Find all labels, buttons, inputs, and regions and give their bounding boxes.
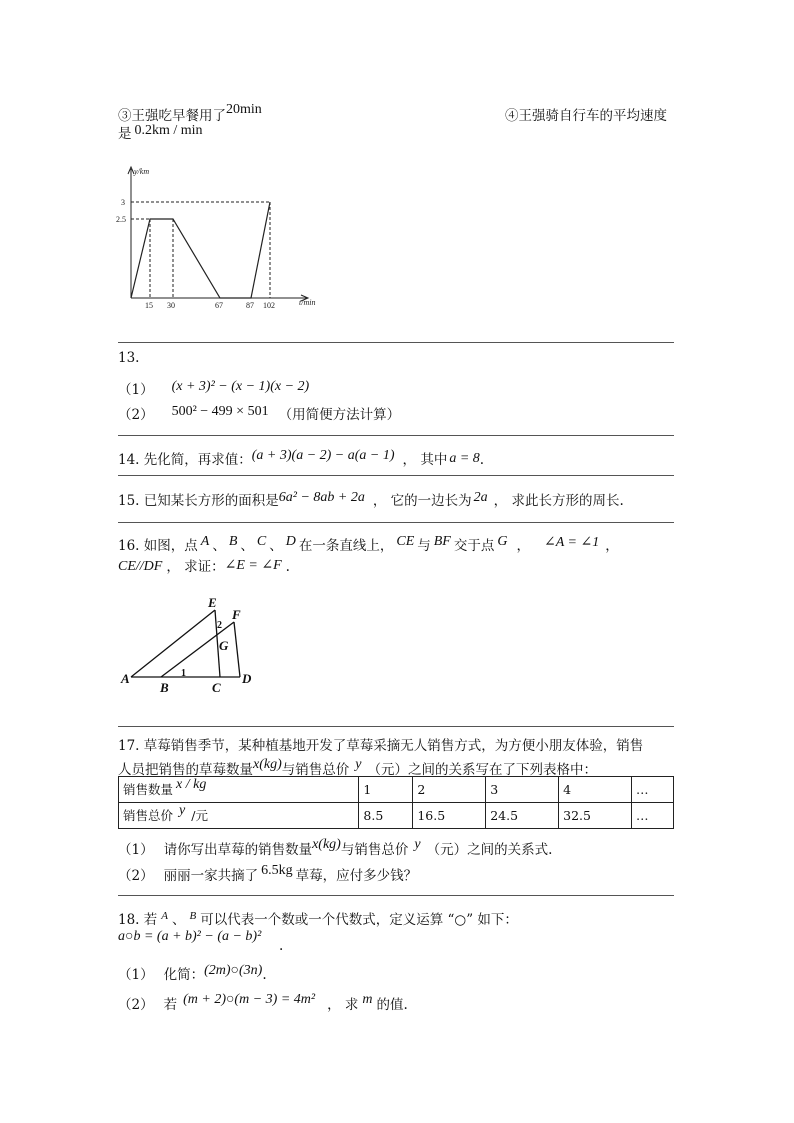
graph-path xyxy=(131,202,270,298)
ytick-3: 3 xyxy=(121,198,125,207)
table-cell: 16.5 xyxy=(413,803,486,829)
label-e: E xyxy=(208,595,217,610)
table-cell: … xyxy=(632,803,674,829)
q18-definition-end: . xyxy=(279,938,284,954)
table-cell: … xyxy=(632,777,674,803)
ytick-2-5: 2.5 xyxy=(116,215,126,224)
q18-definition: a○b = (a + b)² − (a − b)² xyxy=(118,929,262,944)
q17-line1: 17. 草莓销售季节，某种植基地开发了草莓采摘无人销售方式，为方便小朋友体验，销售 xyxy=(118,738,644,754)
label-c: C xyxy=(212,680,221,695)
divider xyxy=(118,895,674,896)
q17-line2: 人员把销售的草莓数量x(kg)与销售总价 y （元）之间的关系写在了下列表格中： xyxy=(118,757,597,778)
divider xyxy=(118,726,674,727)
segment-ae xyxy=(131,610,215,677)
label-d: D xyxy=(242,671,252,686)
table-row xyxy=(119,777,674,803)
row-header-quantity: 销售数量 x / kg xyxy=(119,777,359,803)
distance-time-graph xyxy=(112,163,327,313)
q17-part2: （2） 丽丽一家共摘了 6.5kg 草莓，应付多少钱？ xyxy=(118,863,418,884)
row-header-price: 销售总价 y /元 xyxy=(119,803,359,829)
divider xyxy=(118,475,674,476)
q18-part2: （2） 若 (m + 2)○(m − 3) = 4m² ， 求 m 的值. xyxy=(118,992,408,1013)
q17-part1: （1） 请你写出草莓的销售数量x(kg)与销售总价 y （元）之间的关系式. xyxy=(118,837,553,858)
label-a: A xyxy=(121,671,130,686)
divider xyxy=(118,342,674,343)
q14: 14. 先化简，再求值：(a + 3)(a − 2) − a(a − 1) ， 其中 a = 8. xyxy=(118,448,485,468)
table-cell: 24.5 xyxy=(486,803,559,829)
xtick-15: 15 xyxy=(145,301,153,310)
q16-line1: 16. 如图，点 A 、 B 、 C 、 D 在一条直线上， CE 与 BF 交于点 G ， ∠A = ∠1 ， xyxy=(118,534,619,554)
q16-line2: CE//DF ， 求证：∠E = ∠F . xyxy=(118,558,290,575)
label-g: G xyxy=(219,638,229,653)
q18-part1: （1） 化简：(2m)○(3n). xyxy=(118,963,267,983)
table-cell: 1 xyxy=(359,777,413,803)
label-angle-1: 1 xyxy=(181,668,186,679)
sales-table xyxy=(118,776,674,829)
label-f: F xyxy=(232,607,241,622)
table-row xyxy=(119,803,674,829)
q18-line1: 18. 若 $^A$ 、 $^B$ 可以代表一个数或一个代数式，定义运算 “○” 如下： xyxy=(118,910,518,928)
xtick-87: 87 xyxy=(246,301,254,310)
q15: 15. 已知某长方形的面积是6a² − 8ab + 2a ， 它的一边长为 2a ， 求此长方形的周长. xyxy=(118,490,624,509)
table-cell: 2 xyxy=(413,777,486,803)
q12-statement-4-cont: 是 0.2km / min xyxy=(118,123,203,142)
geometry-figure xyxy=(118,592,268,697)
divider xyxy=(118,522,674,523)
q13-number: 13. xyxy=(118,350,140,366)
xtick-30: 30 xyxy=(167,301,175,310)
q12-statement-4: ④王强骑自行车的平均速度 xyxy=(505,108,667,124)
divider xyxy=(118,435,674,436)
q12-statement-3: ③王强吃早餐用了20min xyxy=(118,102,262,124)
label-angle-2: 2 xyxy=(217,620,222,631)
table-cell: 8.5 xyxy=(359,803,413,829)
q13-part2: （2） 500² − 499 × 501 （用简便方法计算） xyxy=(118,404,401,423)
segment-fd xyxy=(234,622,240,677)
table-cell: 32.5 xyxy=(559,803,632,829)
label-b: B xyxy=(160,680,169,695)
table-cell: 3 xyxy=(486,777,559,803)
table-cell: 4 xyxy=(559,777,632,803)
graph-ylabel: y/km xyxy=(134,167,150,176)
graph-xlabel: t/min xyxy=(299,298,316,307)
xtick-67: 67 xyxy=(215,301,223,310)
xtick-102: 102 xyxy=(263,301,275,310)
q13-part1: （1） (x + 3)² − (x − 1)(x − 2) xyxy=(118,379,310,398)
